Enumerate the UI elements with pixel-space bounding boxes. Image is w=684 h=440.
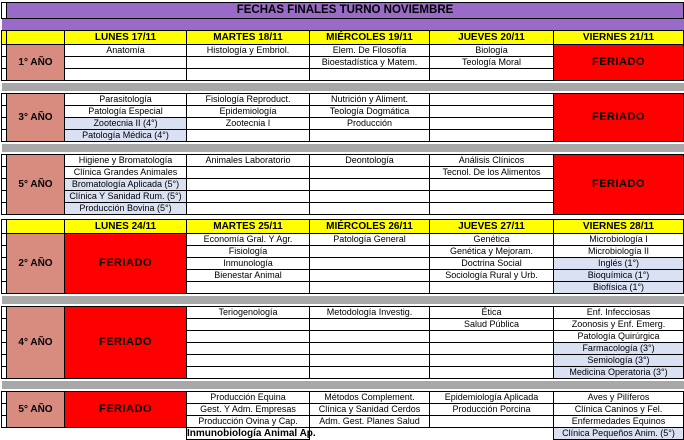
gutter-cell	[2, 404, 7, 416]
gutter-cell	[2, 258, 7, 270]
empty-cell	[430, 428, 554, 440]
subject-cell: Deontología	[310, 155, 430, 167]
subject-cell: Anatomía	[65, 45, 187, 57]
empty-cell	[430, 191, 554, 203]
empty-cell	[310, 167, 430, 179]
gutter-cell	[2, 203, 7, 215]
subject-cell: Animales Laboratorio	[187, 155, 310, 167]
subject-cell: Adm. Gest. Planes Salud	[310, 416, 430, 428]
feriado-cell: FERIADO	[554, 94, 684, 142]
feriado-cell: FERIADO	[65, 234, 187, 294]
day-header-cell: MIÉRCOLES 26/11	[310, 220, 430, 234]
subject-cell: Bioestadística y Matem.	[310, 57, 430, 69]
empty-cell	[187, 130, 310, 142]
day-header-cell: JUEVES 27/11	[430, 220, 554, 234]
block-row	[2, 307, 684, 319]
empty-cell	[310, 258, 430, 270]
block-row	[2, 94, 684, 106]
day-header-row	[2, 31, 684, 45]
subject-cell: Clínica Y Sanidad Rum. (5°)	[65, 191, 187, 203]
day-header-cell: VIERNES 21/11	[554, 31, 684, 45]
block-row	[2, 155, 684, 167]
empty-cell	[310, 355, 430, 367]
feriado-cell: FERIADO	[65, 307, 187, 379]
subject-cell: Doctrina Social	[430, 258, 554, 270]
subject-cell: Teología Moral	[430, 57, 554, 69]
year-cell: 2° AÑO	[7, 234, 65, 294]
empty-cell	[310, 130, 430, 142]
subject-cell: Parasitología	[65, 94, 187, 106]
subject-cell: Producción Bovina (5°)	[65, 203, 187, 215]
subject-cell: Producción Porcina	[430, 404, 554, 416]
subject-cell: Clínica Caninos y Fel.	[554, 404, 684, 416]
empty-cell	[310, 428, 430, 440]
empty-cell	[187, 69, 310, 81]
separator-cell	[2, 294, 684, 307]
empty-cell	[430, 203, 554, 215]
feriado-cell: FERIADO	[554, 155, 684, 215]
separator-band	[2, 381, 684, 389]
subject-cell: Histología y Embriol.	[187, 45, 310, 57]
empty-cell	[65, 428, 187, 440]
empty-cell	[310, 69, 430, 81]
separator-cell	[2, 81, 684, 94]
empty-cell	[187, 343, 310, 355]
year-cell: 5° AÑO	[7, 155, 65, 215]
empty-cell	[430, 69, 554, 81]
subject-cell: Elem. De Filosofía	[310, 45, 430, 57]
subject-cell: Fisiología	[187, 246, 310, 258]
year-cell: 4° AÑO	[7, 307, 65, 379]
separator-row	[2, 142, 684, 155]
subject-cell: Fisiología Reproduct.	[187, 94, 310, 106]
block-row	[2, 428, 684, 440]
year-header-cell	[7, 220, 65, 234]
day-header-cell: MARTES 25/11	[187, 220, 310, 234]
subject-cell: Teriogenología	[187, 307, 310, 319]
empty-cell	[187, 282, 310, 294]
subject-cell: Biofísica (1°)	[554, 282, 684, 294]
empty-cell	[310, 282, 430, 294]
subject-cell: Microbiología II	[554, 246, 684, 258]
gutter-cell	[2, 69, 7, 81]
subject-cell: Métodos Complement.	[310, 392, 430, 404]
subject-cell: Clínica y Sanidad Cerdos	[310, 404, 430, 416]
subject-cell: Bienestar Animal	[187, 270, 310, 282]
schedule-table	[1, 2, 684, 440]
empty-cell	[187, 367, 310, 379]
subject-cell: Ética	[430, 307, 554, 319]
subject-cell: Enfermedades Equinos	[554, 416, 684, 428]
empty-cell	[310, 246, 430, 258]
empty-cell	[187, 57, 310, 69]
gutter-cell	[2, 416, 7, 428]
empty-cell	[310, 270, 430, 282]
empty-cell	[187, 319, 310, 331]
empty-cell	[310, 367, 430, 379]
subject-cell: Aves y Pilíferos	[554, 392, 684, 404]
subject-cell: Análisis Clínicos	[430, 155, 554, 167]
gutter-cell	[2, 118, 7, 130]
day-header-cell: MARTES 18/11	[187, 31, 310, 45]
gutter-cell	[2, 130, 7, 142]
subject-cell: Patología Especial	[65, 106, 187, 118]
subject-cell: Sociología Rural y Urb.	[430, 270, 554, 282]
empty-cell	[310, 331, 430, 343]
day-header-row	[2, 220, 684, 234]
empty-cell	[310, 179, 430, 191]
feriado-cell: FERIADO	[65, 392, 187, 428]
year-cell: 5° AÑO	[7, 392, 65, 428]
subject-cell: Producción	[310, 118, 430, 130]
subject-cell: Epidemiología Aplicada	[430, 392, 554, 404]
title-row	[2, 3, 684, 19]
subject-cell: Clínica Grandes Animales	[65, 167, 187, 179]
empty-cell	[65, 57, 187, 69]
gutter-cell	[2, 167, 7, 179]
subject-cell: Semiología (3°)	[554, 355, 684, 367]
subject-cell: Medicina Operatoria (3°)	[554, 367, 684, 379]
gutter-cell	[2, 57, 7, 69]
gutter-cell	[2, 319, 7, 331]
gutter-cell	[2, 191, 7, 203]
separator-row	[2, 81, 684, 94]
empty-cell	[430, 179, 554, 191]
subject-cell: Inglés (1°)	[554, 258, 684, 270]
subject-cell: Zootecnia I	[187, 118, 310, 130]
gutter-cell	[2, 331, 7, 343]
separator-band	[2, 296, 684, 304]
empty-cell	[430, 118, 554, 130]
subject-cell: Biología	[430, 45, 554, 57]
separator-band	[2, 83, 684, 91]
empty-cell	[187, 203, 310, 215]
subject-cell: Bromatología Aplicada (5°)	[65, 179, 187, 191]
subject-cell: Metodología Investig.	[310, 307, 430, 319]
subject-cell: Higiene y Bromatología	[65, 155, 187, 167]
empty-cell	[187, 191, 310, 203]
gutter-cell	[2, 282, 7, 294]
year-header-cell	[7, 31, 65, 45]
gutter-cell	[2, 343, 7, 355]
subject-cell: Bioquímica (1°)	[554, 270, 684, 282]
empty-cell	[430, 282, 554, 294]
empty-cell	[430, 331, 554, 343]
subject-cell: Teología Dogmática	[310, 106, 430, 118]
empty-cell	[187, 167, 310, 179]
empty-cell	[430, 106, 554, 118]
subject-cell: Nutrición y Aliment.	[310, 94, 430, 106]
empty-cell	[310, 203, 430, 215]
empty-cell	[430, 367, 554, 379]
gutter-cell	[2, 367, 7, 379]
subject-cell: Zoonosis y Enf. Emerg.	[554, 319, 684, 331]
subject-cell: Epidemiología	[187, 106, 310, 118]
block-row	[2, 392, 684, 404]
year-cell: 3° AÑO	[7, 94, 65, 142]
subject-cell: Inmunología	[187, 258, 310, 270]
subject-cell: Clínica Pequeños Anim. (5°)	[554, 428, 684, 440]
empty-cell	[187, 355, 310, 367]
day-header-cell: VIERNES 28/11	[554, 220, 684, 234]
subject-cell: Microbiología I	[554, 234, 684, 246]
empty-cell	[65, 69, 187, 81]
subject-cell: Salud Pública	[430, 319, 554, 331]
day-header-cell: JUEVES 20/11	[430, 31, 554, 45]
year-cell: 1° AÑO	[7, 45, 65, 81]
gutter-cell	[2, 106, 7, 118]
day-header-cell: LUNES 17/11	[65, 31, 187, 45]
separator-row	[2, 379, 684, 392]
subject-cell: Producción Ovina y Cap.	[187, 416, 310, 428]
empty-cell	[310, 191, 430, 203]
empty-cell	[310, 343, 430, 355]
day-header-cell: LUNES 24/11	[65, 220, 187, 234]
page-title: FECHAS FINALES TURNO NOVIEMBRE	[7, 3, 684, 19]
gutter-cell	[2, 246, 7, 258]
empty-cell	[430, 416, 554, 428]
title-band	[2, 19, 684, 31]
separator-band	[2, 144, 684, 152]
subject-cell: Farmacología (3°)	[554, 343, 684, 355]
gutter-cell	[2, 355, 7, 367]
subject-cell: Genética y Mejoram.	[430, 246, 554, 258]
day-header-cell: MIÉRCOLES 19/11	[310, 31, 430, 45]
subject-cell: Gest. Y Adm. Empresas	[187, 404, 310, 416]
gutter-cell	[2, 270, 7, 282]
subject-cell: Inmunobiología Animal Ap.	[187, 427, 316, 439]
feriado-cell: FERIADO	[554, 45, 684, 81]
subject-cell: Tecnol. De los Alimentos	[430, 167, 554, 179]
separator-row	[2, 294, 684, 307]
empty-cell	[310, 319, 430, 331]
gutter-cell	[2, 179, 7, 191]
empty-cell	[430, 343, 554, 355]
empty-cell	[430, 94, 554, 106]
subject-cell: Patología General	[310, 234, 430, 246]
separator-cell	[2, 142, 684, 155]
separator-cell	[2, 379, 684, 392]
subject-cell: Patología Médica (4°)	[65, 130, 187, 142]
empty-cell	[430, 130, 554, 142]
year-cell-empty	[7, 428, 65, 440]
subject-cell: Producción Equina	[187, 392, 310, 404]
empty-cell	[187, 331, 310, 343]
block-row	[2, 45, 684, 57]
subject-cell: Enf. Infecciosas	[554, 307, 684, 319]
subject-cell: Patología Quirúrgica	[554, 331, 684, 343]
block-row	[2, 234, 684, 246]
subject-cell: Economía Gral. Y Agr.	[187, 234, 310, 246]
subject-cell: Zootecnia II (4°)	[65, 118, 187, 130]
subject-cell: Genética	[430, 234, 554, 246]
empty-cell	[430, 355, 554, 367]
empty-cell	[187, 179, 310, 191]
title-band-row	[2, 19, 684, 31]
